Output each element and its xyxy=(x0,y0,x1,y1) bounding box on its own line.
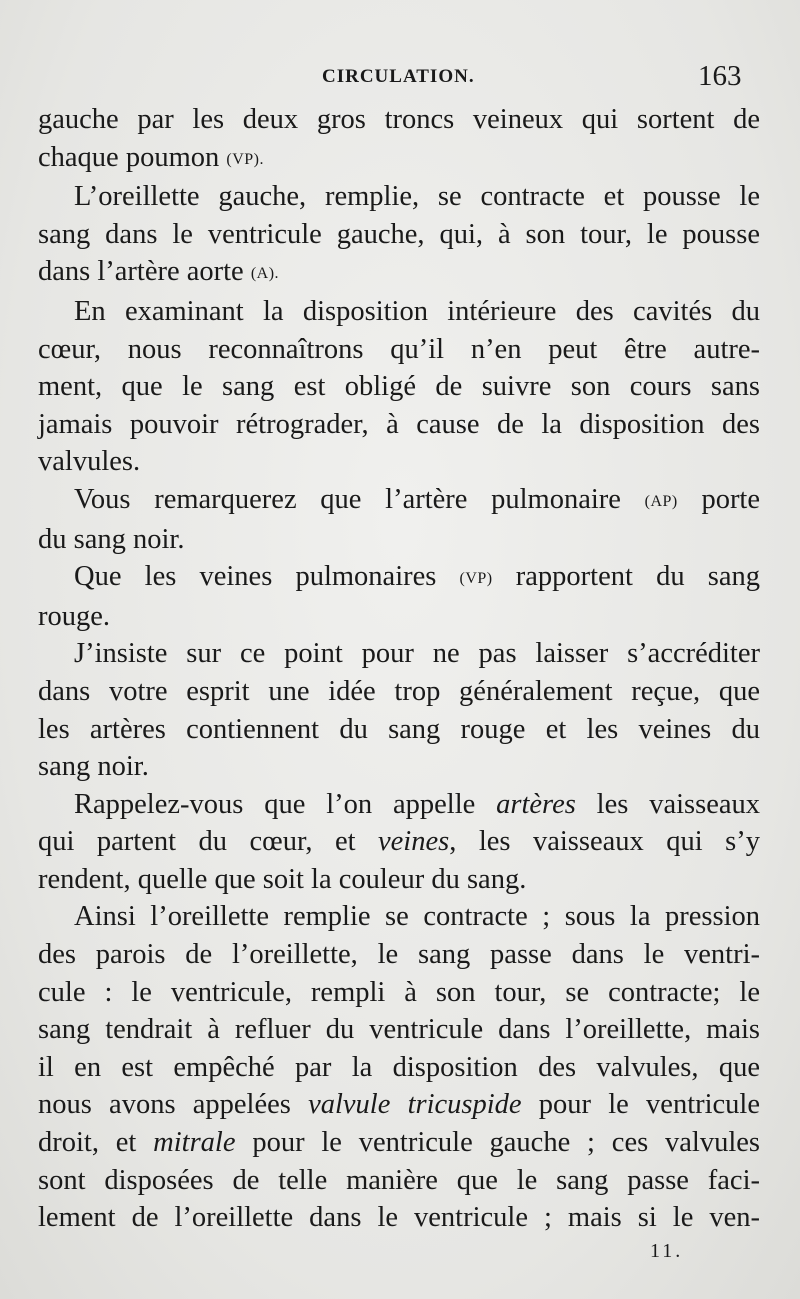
italic-term: mitrale xyxy=(153,1127,236,1159)
figure-reference: (VP). xyxy=(226,150,264,168)
text-line: jamais pouvoir rétrograder, à cause de la disposition des xyxy=(38,408,760,440)
figure-reference: (VP) xyxy=(459,570,493,588)
text-line: cœur, nous reconnaîtrons qu’il n’en peut être autre- xyxy=(38,333,760,365)
text-line: rendent, quelle que soit la couleur du sang. xyxy=(38,863,527,895)
italic-term: veines xyxy=(378,826,450,858)
text-line: les artères contiennent du sang rouge et les veines du xyxy=(38,713,760,745)
text-line: cule : le ventricule, rempli à son tour, se contracte; le xyxy=(38,976,760,1008)
figure-reference: (AP) xyxy=(644,492,678,510)
text-line: dans votre esprit une idée trop généralement reçue, que xyxy=(38,675,760,707)
text-line: J’insiste sur ce point pour ne pas laisser s’accréditer xyxy=(74,638,760,670)
italic-term: valvule tricuspide xyxy=(308,1089,522,1121)
text-line: chaque poumon (VP). xyxy=(38,141,264,173)
text-line: Rappelez-vous que l’on appelle artères les vaisseaux xyxy=(74,788,760,820)
text-line: En examinant la disposition intérieure des cavités du xyxy=(74,295,760,327)
page-number: 163 xyxy=(698,60,742,92)
text-line: rouge. xyxy=(38,600,111,632)
text-line: des parois de l’oreillette, le sang passe dans le ventri- xyxy=(38,939,760,971)
text-line: il en est empêché par la disposition des valvules, que xyxy=(38,1051,760,1083)
text-line: ment, que le sang est obligé de suivre son cours sans xyxy=(38,371,760,403)
text-line: droit, et mitrale pour le ventricule gauche ; ces valvules xyxy=(38,1127,760,1159)
text-line: sont disposées de telle manière que le sang passe faci- xyxy=(38,1164,760,1196)
running-title: CIRCULATION. xyxy=(322,66,475,87)
text-line: lement de l’oreillette dans le ventricule ; mais si le ven- xyxy=(38,1202,760,1234)
text-line: dans l’artère aorte (A). xyxy=(38,256,280,288)
text-line: Que les veines pulmonaires (VP) rapportent du sang xyxy=(74,561,760,593)
text-line: sang dans le ventricule gauche, qui, à son tour, le pousse xyxy=(38,218,760,250)
text-line: nous avons appelées valvule tricuspide pour le ventricule xyxy=(38,1089,760,1121)
italic-term: artères xyxy=(496,788,576,820)
text-line: gauche par les deux gros troncs veineux qui sortent de xyxy=(38,104,760,135)
text-line: Vous remarquerez que l’artère pulmonaire (AP) porte xyxy=(74,483,760,515)
text-line: Ainsi l’oreillette remplie se contracte ; sous la pression xyxy=(74,901,760,933)
text-line: L’oreillette gauche, remplie, se contracte et pousse le xyxy=(74,181,760,213)
figure-reference: (A). xyxy=(250,265,280,283)
text-line: sang tendrait à refluer du ventricule dans l’oreillette, mais xyxy=(38,1014,760,1046)
signature-mark: 11. xyxy=(650,1240,684,1262)
text-line: qui partent du cœur, et veines, les vaisseaux qui s’y xyxy=(38,826,760,858)
text-line: sang noir. xyxy=(38,751,149,783)
running-head xyxy=(0,62,800,92)
body-text xyxy=(38,101,760,1237)
text-line: du sang noir. xyxy=(38,523,185,555)
text-line: valvules. xyxy=(38,446,141,478)
